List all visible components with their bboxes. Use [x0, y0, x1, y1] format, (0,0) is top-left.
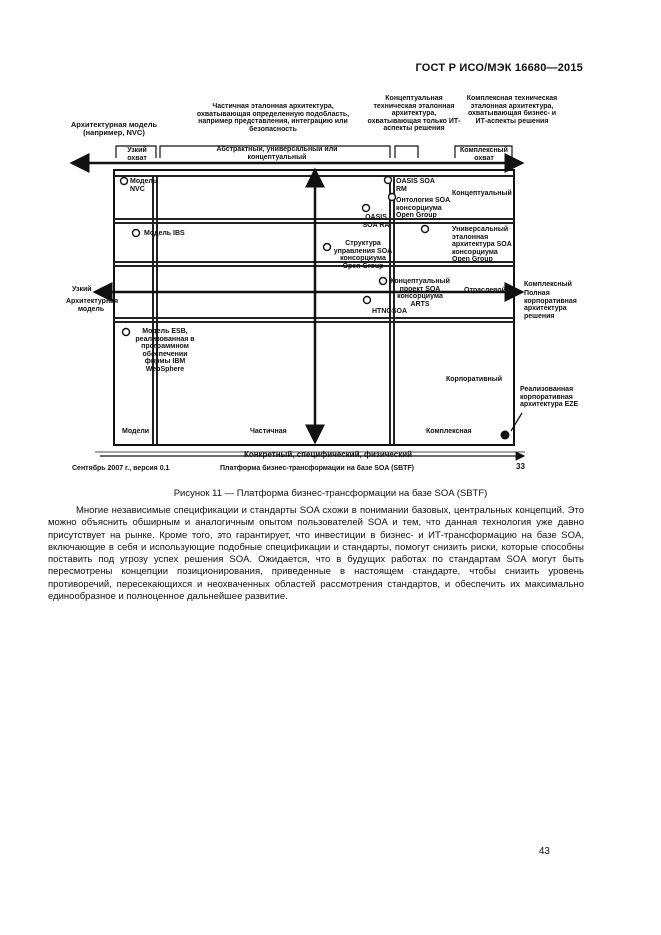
full-enterprise-label: Полная корпоративная архитектура решения [524, 290, 577, 320]
partial-ref-label: Частичная эталонная архитектура, охватывающая определенную подобласть, например представления, интеграцию или безопасность [196, 103, 350, 133]
arch-model-label: Архитектурная модель (например, NVC) [70, 120, 158, 137]
industry-item: Отраслевой [464, 287, 506, 294]
body-paragraph: Многие независимые спецификации и стандарты SOA схожи в понимании базовых, центральных концепций. Это можно объяснить обширным и аналогичным опытом пользователей SOA и тем, что данная технология уже давно присутствует на рынке. Кроме того, это гарантирует, что инвестиции в бизнес- и ИТ-трансформацию на базе SOA, включающие в себя и использующие подобные спецификации и стандарты, помогут снизить риски, которые способны поставить под угрозу успех решения SOA. Ожидается, что в будущих работах по стандартам SOA могут быть пересмотрены концепции позиционирования, приведенные в настоящем стандарте, чтобы снизить уровень противоречий, пересекающихся и неохваченных областей рассмотрения стандартов, и обеспечить их максимально единообразное и полноценное дальнейшее развитие. [48, 505, 584, 603]
oasis-ra-item: OASIS SOA RM [396, 178, 435, 193]
complex-bottom-label: Комплексная [426, 428, 472, 435]
universal-item: Универсальный эталонная архитектура SOA консорциума Open Group [452, 226, 512, 263]
complex-ref-label: Комплексная техническая эталонная архитектура, охватывающая бизнес- и ИТ-аспекты решения [466, 95, 558, 125]
realized-marker [501, 431, 509, 439]
corporate-item: Корпоративный [446, 376, 503, 383]
model-esb-item: Модель ESB, реализованная в программном обеспечении фирмы IBM WebSphere [135, 328, 195, 373]
complex-view-label: Комплексный охват [460, 147, 508, 162]
htngsoa-item: HTNGSOA [372, 308, 407, 315]
figure-page: 33 [516, 462, 525, 471]
partial-label: Частичная [250, 428, 287, 435]
oasis-soa-ra-item: OASIS SOA RA [362, 214, 390, 229]
figure-caption: Рисунок 11 — Платформа бизнес-трансформации на базе SOA (SBTF) [173, 488, 488, 499]
ontology-item: Онтология SOA консорциума Open Group [396, 197, 450, 219]
concept-ref-label: Концептуальная техническая эталонная архитектура, охватывающая только ИТ-аспекты решения [367, 95, 461, 132]
arch-model2-label: Архитектурная модель [66, 298, 119, 313]
concrete-band-label: Конкретный, специфический, физический [243, 450, 413, 459]
figure-date: Сентябрь 2007 г., версия 0.1 [72, 465, 170, 472]
complex-right-label: Комплексный [524, 281, 572, 288]
models-label: Модели [122, 428, 150, 435]
conceptual-item: Концептуальный [452, 190, 512, 197]
model-ibs-item: Модель IBS [144, 230, 185, 237]
narrow-view-label: Узкий охват [127, 147, 147, 162]
realized-enterprise-label: Реализованная корпоративная архитектура EZE [520, 386, 579, 408]
soa-mgmt-item: Структура управления SOA консорциума Open Group [333, 240, 393, 270]
narrow-label: Узкий [72, 286, 92, 293]
model-nvc-item: Модель NVC [130, 178, 158, 193]
abstract-band-label: Абстрактный, универсальный или концептуальный [216, 146, 338, 161]
figure-platform: Платформа бизнес-трансформации на базе SOA (SBTF) [220, 465, 415, 472]
standard-header: ГОСТ Р ИСО/МЭК 16680—2015 [415, 62, 583, 74]
concept-proj-item: Концептуальный проект SOA консорциума ARTS [390, 278, 450, 308]
page-number: 43 [538, 846, 550, 857]
